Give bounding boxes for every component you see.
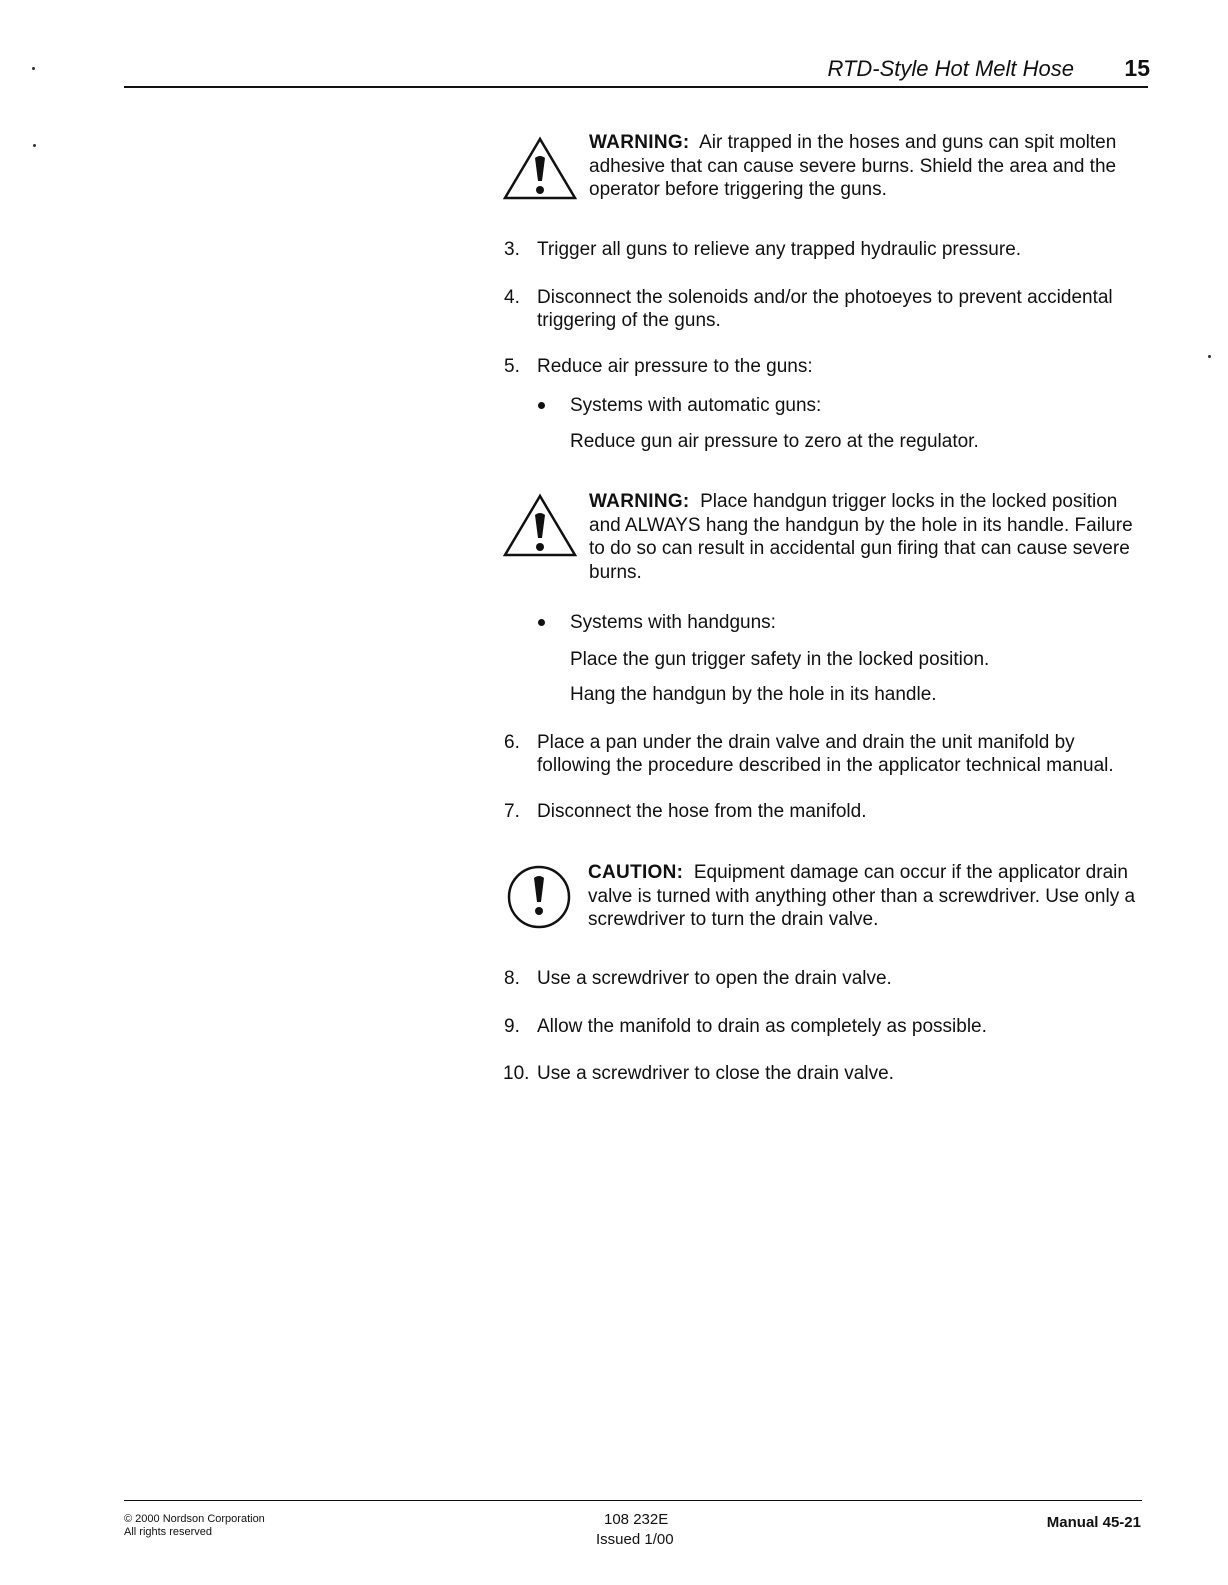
step-number: 9. [504,1016,520,1037]
bullet-heading: Systems with automatic guns: [570,395,822,416]
step-text: Disconnect the hose from the manifold. [537,801,867,822]
header-divider [124,86,1148,88]
step-text: Disconnect the solenoids and/or the photoeyes to prevent accidental [537,287,1113,308]
step-text: Allow the manifold to drain as completely as possible. [537,1016,987,1037]
step-text-continued: triggering of the guns. [537,310,721,331]
bullet-detail: Hang the handgun by the hole in its handle. [570,684,937,705]
footer-manual-number: Manual 45-21 [1046,1514,1141,1531]
step-number: 6. [504,732,520,753]
step-number: 4. [504,287,520,308]
bullet-point [538,619,545,626]
warning-notice-handgun [589,490,1141,584]
step-text: Reduce air pressure to the guns: [537,356,813,377]
bullet-detail: Place the gun trigger safety in the locked position. [570,649,990,670]
scan-speck [32,67,35,70]
step-number: 10. [503,1063,530,1084]
footer-divider [124,1500,1142,1501]
footer-part-number: 108 232E [604,1511,669,1528]
bullet-heading: Systems with handguns: [570,612,776,633]
warning-label: WARNING: [589,132,690,153]
step-text: Use a screwdriver to open the drain valve. [537,968,892,989]
warning-triangle-icon [502,136,578,202]
step-number: 8. [504,968,520,989]
scan-speck [33,144,36,147]
caution-circle-icon [506,864,572,930]
warning-text: Air trapped in the hoses and guns can spit molten adhesive that can cause severe burns. Shield the area and the operator before triggering the guns. [589,132,1117,200]
footer-issued-date: Issued 1/00 [596,1531,674,1548]
step-text: Use a screwdriver to close the drain valve. [537,1063,894,1084]
footer-copyright: © 2000 Nordson Corporation [124,1513,265,1525]
warning-triangle-icon [502,493,578,559]
warning-text: Place handgun trigger locks in the locked position and ALWAYS hang the handgun by the hole in its handle. Failure to do so can result in accidental gun firing that can cause severe burns. [589,491,1133,583]
bullet-detail: Reduce gun air pressure to zero at the regulator. [570,431,979,452]
step-number: 3. [504,239,520,260]
warning-label: WARNING: [589,491,690,512]
running-header-title: RTD-Style Hot Melt Hose [827,56,1074,81]
caution-label: CAUTION: [588,862,684,883]
step-text-continued: following the procedure described in the applicator technical manual. [537,755,1114,776]
caution-text: Equipment damage can occur if the applicator drain valve is turned with anything other than a screwdriver. Use only a screwdriver to turn the drain valve. [588,862,1136,930]
step-number: 7. [504,801,520,822]
bullet-point [538,402,545,409]
step-text: Trigger all guns to relieve any trapped hydraulic pressure. [537,239,1022,260]
scan-speck [1208,355,1211,358]
warning-notice-trapped-air [589,131,1145,202]
page-number: 15 [1124,55,1150,81]
step-number: 5. [504,356,520,377]
caution-notice-drain-valve [588,861,1150,932]
step-text: Place a pan under the drain valve and drain the unit manifold by [537,732,1075,753]
footer-rights: All rights reserved [124,1526,213,1538]
